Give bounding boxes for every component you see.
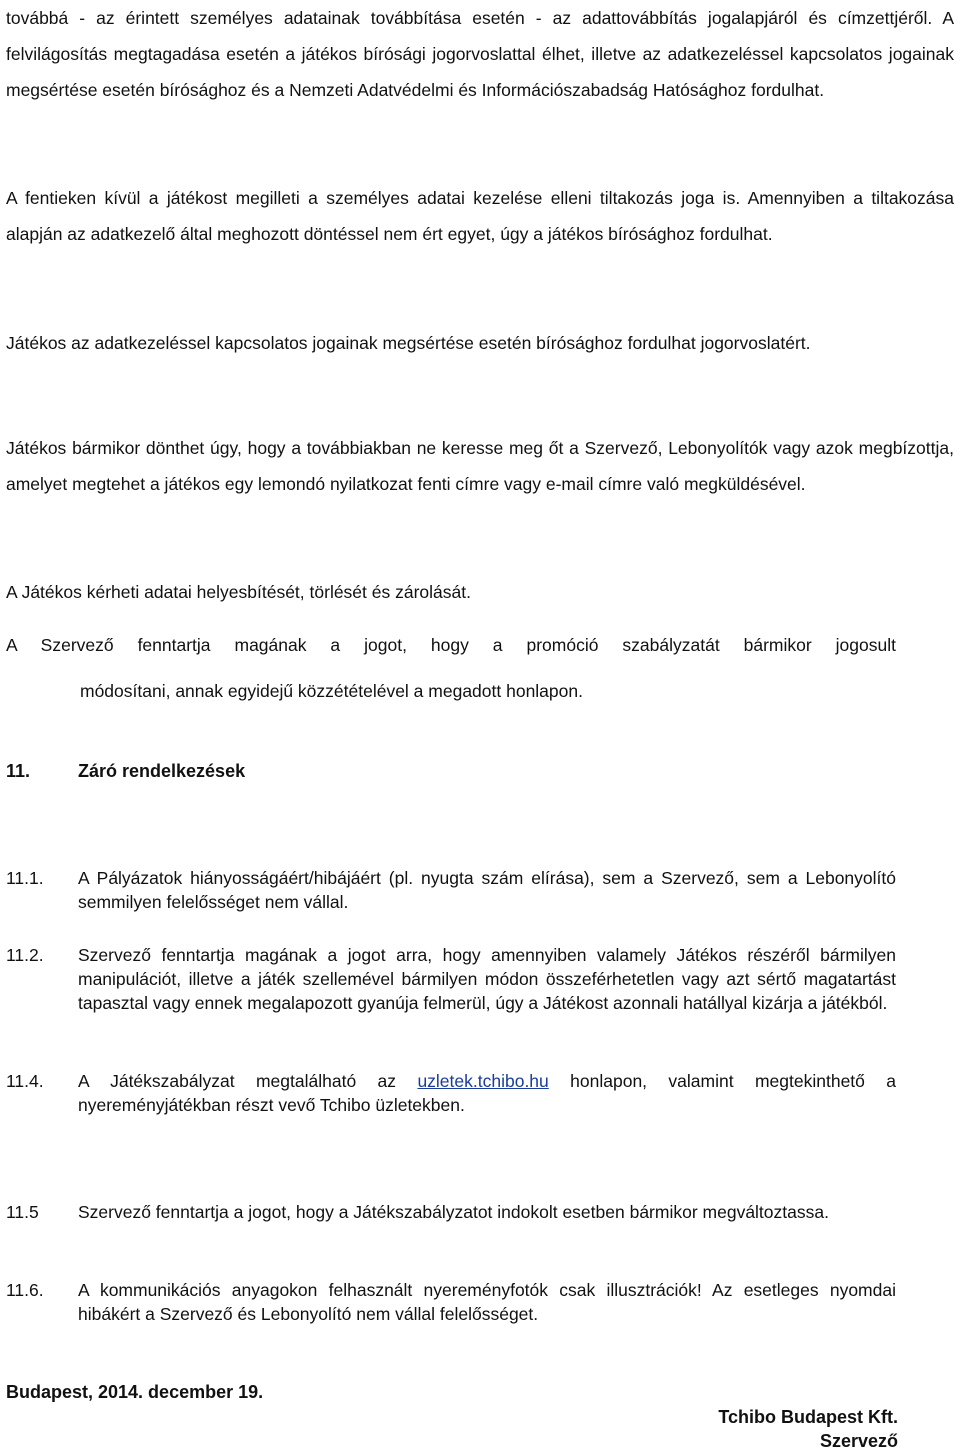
signature-role: Szervező [819,1431,898,1451]
section-number: 11. [6,761,31,781]
item-text: Szervező fenntartja magának a jogot arra, hogy amennyiben valamely Játékos részéről bármilyen manipulációt, illetve a játék szellemével bármilyen módon összeférhetetlen vagy azt sértő magatartást tapasztal vagy ennek megalapozott gyanúja felmerül, úgy a Játékost azonnali hatállyal kizárja a játékból. [78,945,896,1013]
item-text-after-link: honlapon, valamint megtekinthető a nyereményjátékban részt vevő Tchibo üzletekben. [78,1071,897,1115]
item-number: 11.5 [6,1202,39,1222]
item-number: 11.4. [6,1071,44,1091]
paragraph-rules-change-line1: A Szervező fenntartja magának a jogot, hogy a promóció szabályzatát bármikor jogosult [6,635,896,655]
paragraph-data-rights: továbbá - az érintett személyes adatainak továbbítása esetén - az adattovábbítás jogalapjáról és címzettjéről. A felvilágosítás megtagadása esetén a játékos bírósági jogorvoslattal élhet, illetve az adatkezeléssel kapcsolatos jogainak megsértése esetén bírósághoz és a Nemzeti Adatvédelmi és Információszabadság Hatósághoz fordulhat. [6,8,954,100]
list-item [6,943,896,1015]
list-item [6,1200,896,1224]
item-text [78,1069,896,1117]
list-item [6,1069,896,1117]
item-text-before-link: A Játékszabályzat megtalálható az [78,1071,418,1091]
signature-company: Tchibo Budapest Kft. [718,1407,898,1427]
section-heading [6,759,245,783]
item-text: A Pályázatok hiányosságáért/hibájáért (pl. nyugta szám elírása), sem a Szervező, sem a Lebonyolító semmilyen felelősséget nem vállal. [78,868,896,912]
paragraph-opt-out: Játékos bármikor dönthet úgy, hogy a továbbiakban ne keresse meg őt a Szervező, Lebonyolítók vagy azok megbízottja, amelyet megtehet a játékos egy lemondó nyilatkozat fenti címre vagy e-mail címre való megküldésével. [6,438,954,494]
paragraph-rules-change-line2: módosítani, annak egyidejű közzétételével a megadott honlapon. [80,681,583,701]
list-item [6,1278,896,1326]
item-number: 11.2. [6,945,44,965]
paragraph-correction-request: A Játékos kérheti adatai helyesbítését, törlését és zárolását. [6,582,471,602]
item-number: 11.6. [6,1280,44,1300]
place-date: Budapest, 2014. december 19. [6,1382,264,1402]
list-item [6,866,896,914]
item-number: 11.1. [6,868,44,888]
section-title: Záró rendelkezések [78,761,246,781]
paragraph-objection-right: A fentieken kívül a játékost megilleti a személyes adatai kezelése elleni tiltakozás joga is. Amennyiben a tiltakozása alapján az adatkezelő által meghozott döntéssel nem ért egyet, úgy a játékos bírósághoz fordulhat. [6,188,954,244]
item-text: A kommunikációs anyagokon felhasznált nyereményfotók csak illusztrációk! Az esetleges nyomdai hibákért a Szervező és Lebonyolító nem vállal felelősséget. [78,1280,896,1324]
item-text: Szervező fenntartja a jogot, hogy a Játékszabályzatot indokolt esetben bármikor megváltoztassa. [78,1202,829,1222]
website-link[interactable]: uzletek.tchibo.hu [417,1071,549,1091]
paragraph-legal-remedy: Játékos az adatkezeléssel kapcsolatos jogainak megsértése esetén bírósághoz fordulhat jogorvoslatért. [6,333,811,353]
